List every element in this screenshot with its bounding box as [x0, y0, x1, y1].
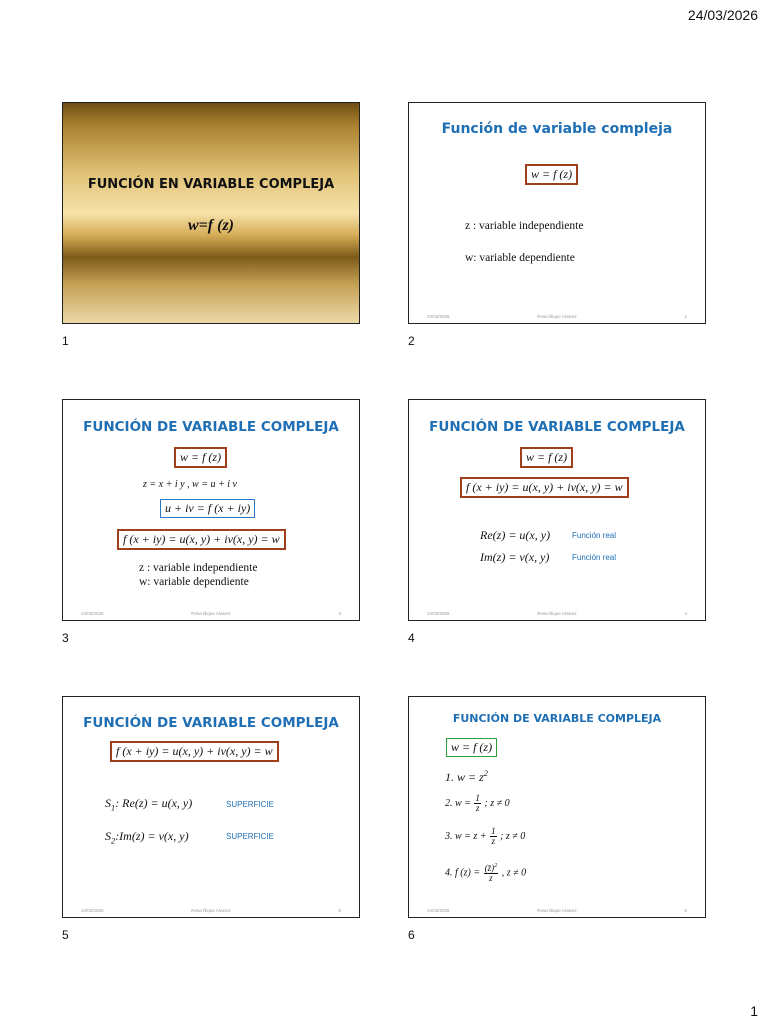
slide-4-label-1: Función real — [572, 531, 617, 540]
slide-3-boxed-formula-2: u + iv = f (x + iy) — [160, 499, 255, 518]
slide-4-equation-2: Im(z) = v(x, y) — [480, 550, 550, 564]
slide-6-item-1-exponent: 2 — [483, 769, 488, 778]
slide-2-footer-date: 24/03/2026 — [427, 314, 450, 319]
slide-3-boxed-formula-3: f (x + iy) = u(x, y) + iv(x, y) = w — [117, 529, 286, 550]
slide-6-title: FUNCIÓN DE VARIABLE COMPLEJA — [452, 712, 662, 725]
slide-5-s2-equation: :Im(z) = v(x, y) — [115, 829, 189, 843]
slide-5-title: FUNCIÓN DE VARIABLE COMPLEJA — [83, 715, 339, 731]
slide-5-thumbnail[interactable] — [62, 696, 360, 918]
slide-6-item-3-number: 3. — [445, 830, 453, 842]
slide-2-line-1: z : variable independiente — [465, 220, 584, 232]
slide-3-thumbnail[interactable] — [62, 399, 360, 621]
slide-6-footer-date: 24/03/2026 — [427, 908, 450, 913]
slide-1-thumbnail[interactable] — [62, 102, 360, 324]
slide-6-item-3-fraction — [490, 827, 497, 846]
slide-5-footer-author: Rosa Ñique Alvarez — [191, 908, 231, 913]
slide-5-s2-symbol: S — [105, 829, 111, 843]
slide-4-equation-1: Re(z) = u(x, y) — [480, 528, 551, 542]
slide-3-definition-line: z = x + i y , w = u + i v — [143, 479, 237, 490]
slide-6-item-3-numerator: 1 — [491, 826, 496, 836]
slide-6-item-2-condition: ; z ≠ 0 — [484, 797, 510, 809]
slide-6-item-1-number: 1. — [445, 770, 454, 784]
slide-5-surface-2 — [105, 829, 189, 845]
slide-6-item-2-numerator: 1 — [475, 793, 480, 803]
slide-6-item-3 — [445, 827, 525, 846]
slide-6-item-1 — [445, 769, 488, 785]
slide-5-label-2: SUPERFICIE — [226, 832, 275, 841]
slide-5-s1-subscript: 1 — [111, 803, 116, 813]
slide-5-number: 5 — [62, 928, 69, 942]
slide-3-footer-number: 3 — [338, 611, 341, 616]
slide-6-item-4-condition: , z ≠ 0 — [501, 867, 527, 879]
slide-5-footer-number: 5 — [338, 908, 341, 913]
slide-2-number: 2 — [408, 334, 415, 348]
slide-4-boxed-formula-2: f (x + iy) = u(x, y) + iv(x, y) = w — [460, 477, 629, 498]
slide-1-number: 1 — [62, 334, 69, 348]
slide-6-item-3-lhs: w = z + — [455, 830, 487, 842]
slide-3-footer-author: Rosa Ñique Alvarez — [191, 611, 231, 616]
slide-6-item-4-denominator: z — [489, 873, 493, 883]
slide-3-line-2: w: variable dependiente — [139, 576, 249, 588]
slide-4-footer-author: Rosa Ñique Alvarez — [537, 611, 577, 616]
slide-6-item-2-lhs: w = — [455, 797, 471, 809]
slide-3-boxed-formula-1: w = f (z) — [174, 447, 227, 468]
slide-6-thumbnail[interactable] — [408, 696, 706, 918]
slide-4-footer-date: 24/03/2026 — [427, 611, 450, 616]
slide-4-thumbnail[interactable] — [408, 399, 706, 621]
slide-5-boxed-formula: f (x + iy) = u(x, y) + iv(x, y) = w — [110, 741, 279, 762]
slide-3-title: FUNCIÓN DE VARIABLE COMPLEJA — [83, 419, 339, 435]
header-date: 24/03/2026 — [687, 7, 758, 23]
slide-6-item-4-lhs: f (z) = — [455, 867, 481, 879]
slide-6-footer-number: 6 — [684, 908, 687, 913]
slide-1-title: FUNCIÓN EN VARIABLE COMPLEJA — [87, 177, 335, 192]
slide-6-item-4 — [445, 863, 526, 883]
slide-6-item-4-fraction — [484, 863, 499, 883]
slide-4-title: FUNCIÓN DE VARIABLE COMPLEJA — [429, 419, 685, 435]
slide-5-s1-symbol: S — [105, 796, 111, 810]
page-number: 1 — [750, 1003, 758, 1019]
slide-2-boxed-formula: w = f (z) — [525, 164, 578, 185]
slide-4-footer-number: 4 — [684, 611, 687, 616]
slide-3-footer-date: 24/03/2026 — [81, 611, 104, 616]
slide-2-line-2: w: variable dependiente — [465, 252, 575, 264]
slide-3-number: 3 — [62, 631, 69, 645]
slide-5-s1-equation: : Re(z) = u(x, y) — [115, 796, 193, 810]
slide-6-item-3-denominator: z — [491, 836, 496, 846]
slide-1-formula: w=f (z) — [188, 217, 234, 234]
slide-5-footer-date: 24/03/2026 — [81, 908, 104, 913]
slide-6-footer-author: Rosa Ñique Alvarez — [537, 908, 577, 913]
slide-5-s2-subscript: 2 — [111, 836, 116, 846]
slide-5-surface-1 — [105, 796, 192, 812]
slide-4-number: 4 — [408, 631, 415, 645]
slide-6-item-2-denominator: z — [475, 803, 480, 813]
slide-2-footer-number: 2 — [684, 314, 687, 319]
slide-2-thumbnail[interactable] — [408, 102, 706, 324]
slide-3-line-1: z : variable independiente — [139, 562, 258, 574]
slide-6-item-2-number: 2. — [445, 797, 453, 809]
slide-6-item-4-numerator: (z̄) — [484, 863, 495, 873]
slide-6-item-2-fraction — [474, 794, 481, 813]
slide-6-number: 6 — [408, 928, 415, 942]
slide-6-item-2 — [445, 794, 510, 813]
slide-6-boxed-formula: w = f (z) — [446, 738, 497, 757]
slide-6-item-1-expr: w = z — [457, 770, 484, 784]
slide-4-label-2: Función real — [572, 553, 617, 562]
slide-6-item-4-number: 4. — [445, 867, 453, 879]
slide-6-item-4-exponent: 2 — [494, 862, 498, 869]
slide-5-label-1: SUPERFICIE — [226, 800, 275, 809]
slide-6-item-3-condition: ; z ≠ 0 — [500, 830, 526, 842]
slide-2-footer-author: Rosa Ñique Alvarez — [537, 314, 577, 319]
slide-4-boxed-formula-1: w = f (z) — [520, 447, 573, 468]
slide-2-title: Función de variable compleja — [441, 121, 673, 137]
